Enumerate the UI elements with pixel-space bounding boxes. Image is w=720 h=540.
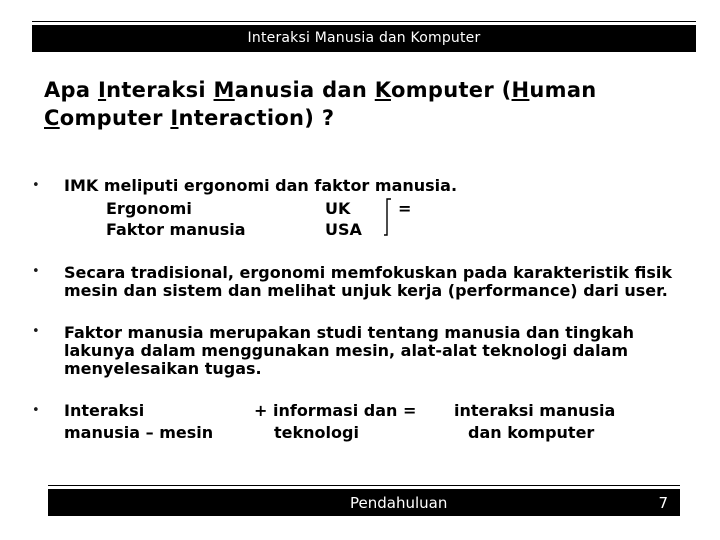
term-usa: USA — [325, 220, 362, 239]
page-number: 7 — [658, 494, 668, 512]
bullet-icon: • — [32, 324, 40, 339]
equation-term-2: + informasi dan = teknologi — [254, 401, 417, 442]
bullet-icon: • — [32, 264, 40, 279]
bullet-2-text: Secara tradisional, ergonomi memfokuskan pada karakteristik fisik mesin dan sistem dan melihat unjuk kerja (performance) dari user. — [64, 263, 672, 300]
footer-bar — [48, 489, 680, 516]
bullet-1-text: IMK meliputi ergonomi dan faktor manusia. — [64, 176, 458, 195]
bullet-3-text: Faktor manusia merupakan studi tentang manusia dan tingkah lakunya dalam menggunakan mesin, alat-alat teknologi dalam menyelesaikan tugas. — [64, 323, 635, 378]
bullet-icon: • — [32, 178, 40, 193]
brace-icon — [384, 198, 392, 236]
header-title: Interaksi Manusia dan Komputer — [247, 30, 481, 46]
footer-top-rule — [48, 485, 680, 486]
slide-title: Apa Interaksi Manusia dan Komputer (Human Computer Interaction) ? — [44, 78, 597, 130]
term-uk: UK — [325, 199, 351, 218]
equation-result: interaksi manusia dan komputer — [454, 401, 616, 442]
header-top-rule — [32, 21, 696, 22]
term-ergonomi: Ergonomi — [106, 199, 192, 218]
footer-label: Pendahuluan — [350, 494, 448, 512]
equation-term-1: Interaksi manusia – mesin — [64, 401, 214, 442]
bullet-icon: • — [32, 403, 40, 418]
header-bar — [32, 25, 696, 52]
equals-sign: = — [398, 199, 412, 218]
term-faktor-manusia: Faktor manusia — [106, 220, 246, 239]
